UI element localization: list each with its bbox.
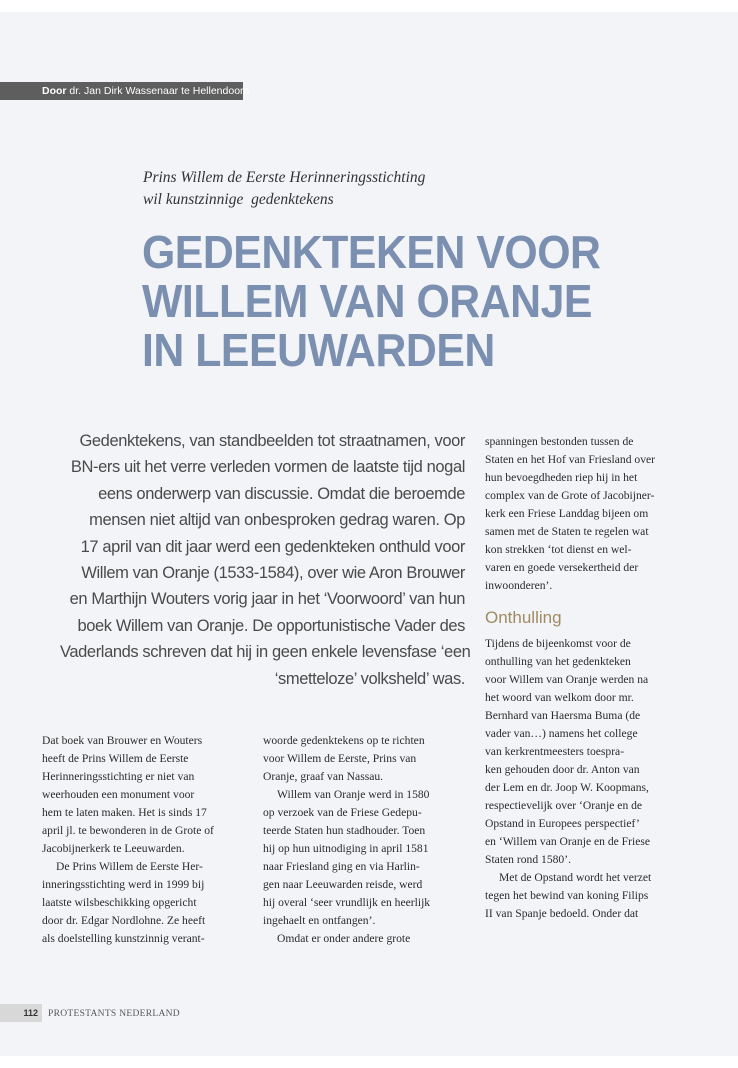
body-line: ingehaelt en ontfangen’. <box>263 914 376 927</box>
body-line: weerhouden een monument voor <box>42 788 195 801</box>
body-line: door dr. Edgar Nordlohne. Ze heeft <box>42 914 206 927</box>
body-line: Dat boek van Brouwer en Wouters <box>42 734 203 747</box>
body-line: der Lem en dr. Joop W. Koopmans, <box>485 781 649 794</box>
lead-line: mensen niet altijd van onbesproken gedrag waren. Op <box>89 511 465 530</box>
magazine-name: PROTESTANTS NEDERLAND <box>48 1009 180 1019</box>
body-line: Opstand in Europees perspectief’ <box>485 817 640 830</box>
body-line: en ‘Willem van Oranje en de Friese <box>485 835 651 848</box>
body-line: De Prins Willem de Eerste Her- <box>56 860 203 873</box>
body-line: op verzoek van de Friese Gedepu- <box>263 806 422 819</box>
lead-line: boek Willem van Oranje. De opportunistische Vader des <box>77 616 465 635</box>
body-line: van kerkrentmeesters toespra- <box>485 745 625 758</box>
body-line: Met de Opstand wordt het verzet <box>499 871 652 884</box>
body-line: hun bevoegdheden riep hij in het <box>485 471 638 484</box>
kicker-line: Prins Willem de Eerste Herinneringsstichting <box>143 169 426 186</box>
body-line: het woord van welkom door mr. <box>485 691 634 704</box>
headline <box>142 228 681 375</box>
lead-line: Vaderlands schreven dat hij in geen enkele levensfase ‘een <box>60 643 471 662</box>
body-line: laatste wilsbeschikking opgericht <box>42 896 197 909</box>
body-line: als doelstelling kunstzinnig verant- <box>42 932 205 945</box>
body-line: voor Willem van Oranje werden na <box>485 673 649 686</box>
body-line: spanningen bestonden tussen de <box>485 435 634 448</box>
kicker-line: wil kunstzinnige gedenktekens <box>143 191 334 208</box>
kicker <box>143 167 563 211</box>
body-line: II van Spanje bedoeld. Onder dat <box>485 907 639 920</box>
lead-line: ‘smetteloze’ volksheld’ was. <box>274 669 465 688</box>
body-line: april jl. te bewonderen in de Grote of <box>42 824 214 837</box>
lead-line: BN-ers uit het verre verleden vormen de laatste tijd nogal <box>70 458 465 477</box>
page-footer <box>0 1004 300 1022</box>
body-column-3 <box>485 433 710 923</box>
body-line: inwoonderen’. <box>485 579 553 592</box>
body-column-1 <box>42 732 247 948</box>
body-line: varen en goede versekertheid der <box>485 561 639 574</box>
body-line: inneringsstichting werd in 1999 bij <box>42 878 205 891</box>
section-subhead: Onthulling <box>485 608 562 627</box>
lead-line: en Marthijn Wouters vorig jaar in het ‘Voorwoord’ van hun <box>69 590 465 609</box>
body-line: Tijdens de bijeenkomst voor de <box>485 637 631 650</box>
byline <box>0 82 250 100</box>
body-line: Willem van Oranje werd in 1580 <box>277 788 430 801</box>
body-line: samen met de Staten te regelen wat <box>485 525 649 538</box>
body-column-2 <box>263 732 468 948</box>
lead-line: Gedenktekens, van standbeelden tot straatnamen, voor <box>79 432 465 450</box>
byline-author: dr. Jan Dirk Wassenaar te Hellendoorn <box>69 85 250 97</box>
body-line: ken gehouden door dr. Anton van <box>485 763 640 776</box>
body-line: Oranje, graaf van Nassau. <box>263 770 384 783</box>
lead-line: 17 april van dit jaar werd een gedenkteken onthuld voor <box>80 537 465 556</box>
headline-line: WILLEM VAN ORANJE <box>142 275 593 327</box>
body-line: complex van de Grote of Jacobijner- <box>485 489 655 502</box>
headline-line: IN LEEUWARDEN <box>142 324 495 376</box>
body-line: tegen het bewind van koning Filips <box>485 889 649 902</box>
body-line: gen naar Leeuwarden reisde, werd <box>263 878 423 891</box>
body-line: Herinneringsstichting er niet van <box>42 770 195 783</box>
body-line: respectievelijk over ‘Oranje en de <box>485 799 643 812</box>
body-line: hem te laten maken. Het is sinds 17 <box>42 806 207 819</box>
body-line: teerde Staten hun stadhouder. Toen <box>263 824 426 837</box>
lead-line: eens onderwerp van discussie. Omdat die beroemde <box>98 484 465 503</box>
body-line: Staten en het Hof van Friesland over <box>485 453 655 466</box>
body-line: kerk een Friese Landdag bijeen om <box>485 507 649 520</box>
headline-line: GEDENKTEKEN VOOR <box>142 226 601 278</box>
body-line: vader van…) namens het college <box>485 727 638 740</box>
body-line: onthulling van het gedenkteken <box>485 655 631 668</box>
page-number: 112 <box>0 1004 42 1022</box>
body-line: Jacobijnerkerk te Leeuwarden. <box>42 842 185 855</box>
body-line: woorde gedenktekens op te richten <box>263 734 425 747</box>
body-line: hij overal ‘seer vrundlijk en heerlijk <box>263 896 431 909</box>
body-line: Omdat er onder andere grote <box>277 932 411 945</box>
lead-line: Willem van Oranje (1533-1584), over wie Aron Brouwer <box>81 564 465 583</box>
body-line: heeft de Prins Willem de Eerste <box>42 752 189 765</box>
body-line: Staten rond 1580’. <box>485 853 571 866</box>
body-line: hij op hun uitnodiging in april 1581 <box>263 842 429 855</box>
lead-paragraph <box>60 428 471 692</box>
body-line: kon strekken ‘tot dienst en wel- <box>485 543 632 556</box>
body-line: naar Friesland ging en via Harlin- <box>263 860 420 873</box>
body-line: voor Willem de Eerste, Prins van <box>263 752 417 765</box>
body-line: Bernhard van Haersma Buma (de <box>485 709 641 722</box>
byline-prefix: Door <box>42 85 67 97</box>
